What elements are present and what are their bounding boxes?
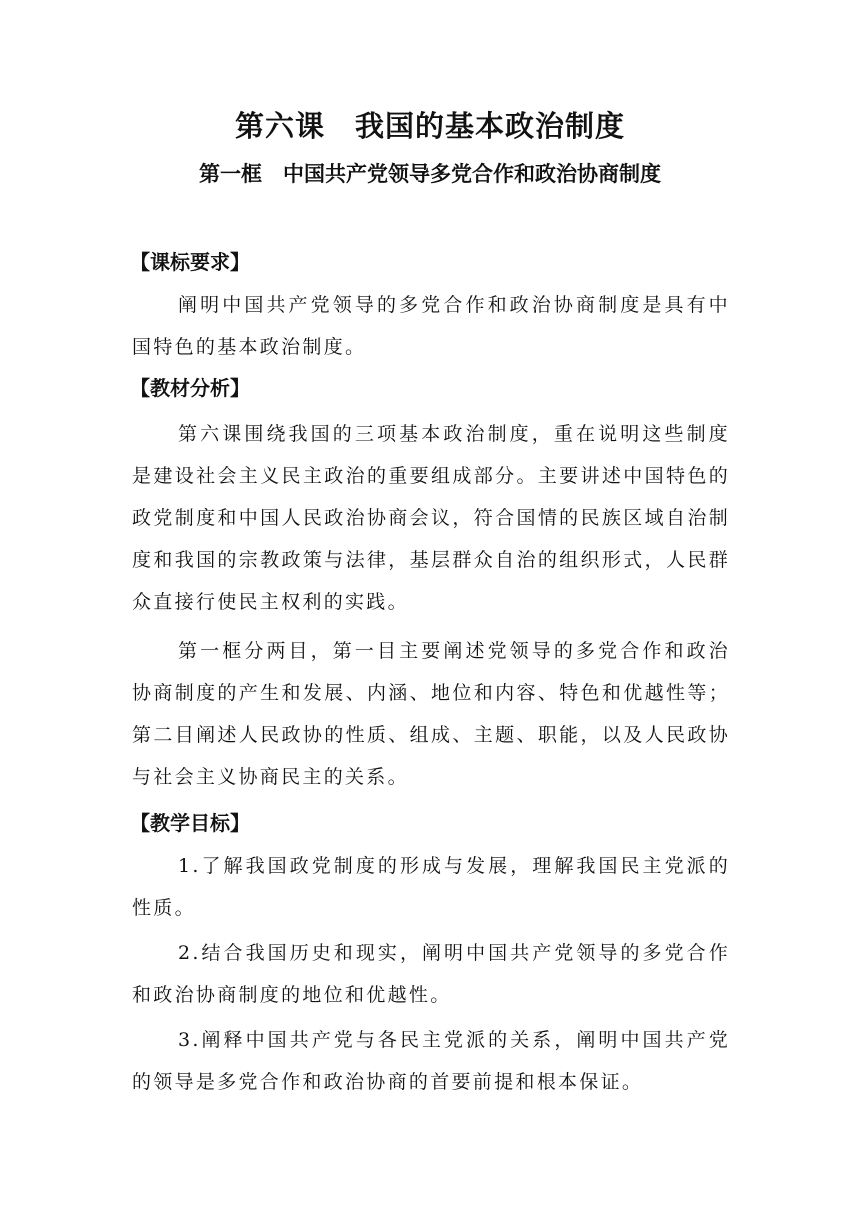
paragraph-textbook-analysis-1: 第六课围绕我国的三项基本政治制度，重在说明这些制度是建设社会主义民主政治的重要组成部分。主要讲述中国特色的政党制度和中国人民政治协商会议，符合国情的民族区域自治制度和我国的宗教政策与法律，基层群众自治的组织形式，人民群众直接行使民主权利的实践。 bbox=[132, 423, 730, 613]
page-title: 第六课 我国的基本政治制度 bbox=[234, 109, 625, 143]
paragraph-objective-1: 1.了解我国政党制度的形成与发展，理解我国民主党派的性质。 bbox=[132, 855, 730, 919]
section-heading-textbook-analysis: 【教材分析】 bbox=[130, 376, 250, 400]
section-heading-teaching-objectives: 【教学目标】 bbox=[130, 811, 250, 835]
paragraph-curriculum-requirements: 阐明中国共产党领导的多党合作和政治协商制度是具有中国特色的基本政治制度。 bbox=[132, 294, 730, 358]
paragraph-objective-3: 3.阐释中国共产党与各民主党派的关系，阐明中国共产党的领导是多党合作和政治协商的首要前提和根本保证。 bbox=[132, 1029, 730, 1093]
section-heading-curriculum-requirements: 【课标要求】 bbox=[130, 250, 250, 274]
page-subtitle: 第一框 中国共产党领导多党合作和政治协商制度 bbox=[199, 162, 661, 186]
paragraph-textbook-analysis-2: 第一框分两目，第一目主要阐述党领导的多党合作和政治协商制度的产生和发展、内涵、地位和内容、特色和优越性等；第二目阐述人民政协的性质、组成、主题、职能，以及人民政协与社会主义协商民主的关系。 bbox=[132, 640, 730, 788]
paragraph-objective-2: 2.结合我国历史和现实，阐明中国共产党领导的多党合作和政治协商制度的地位和优越性。 bbox=[132, 942, 730, 1006]
